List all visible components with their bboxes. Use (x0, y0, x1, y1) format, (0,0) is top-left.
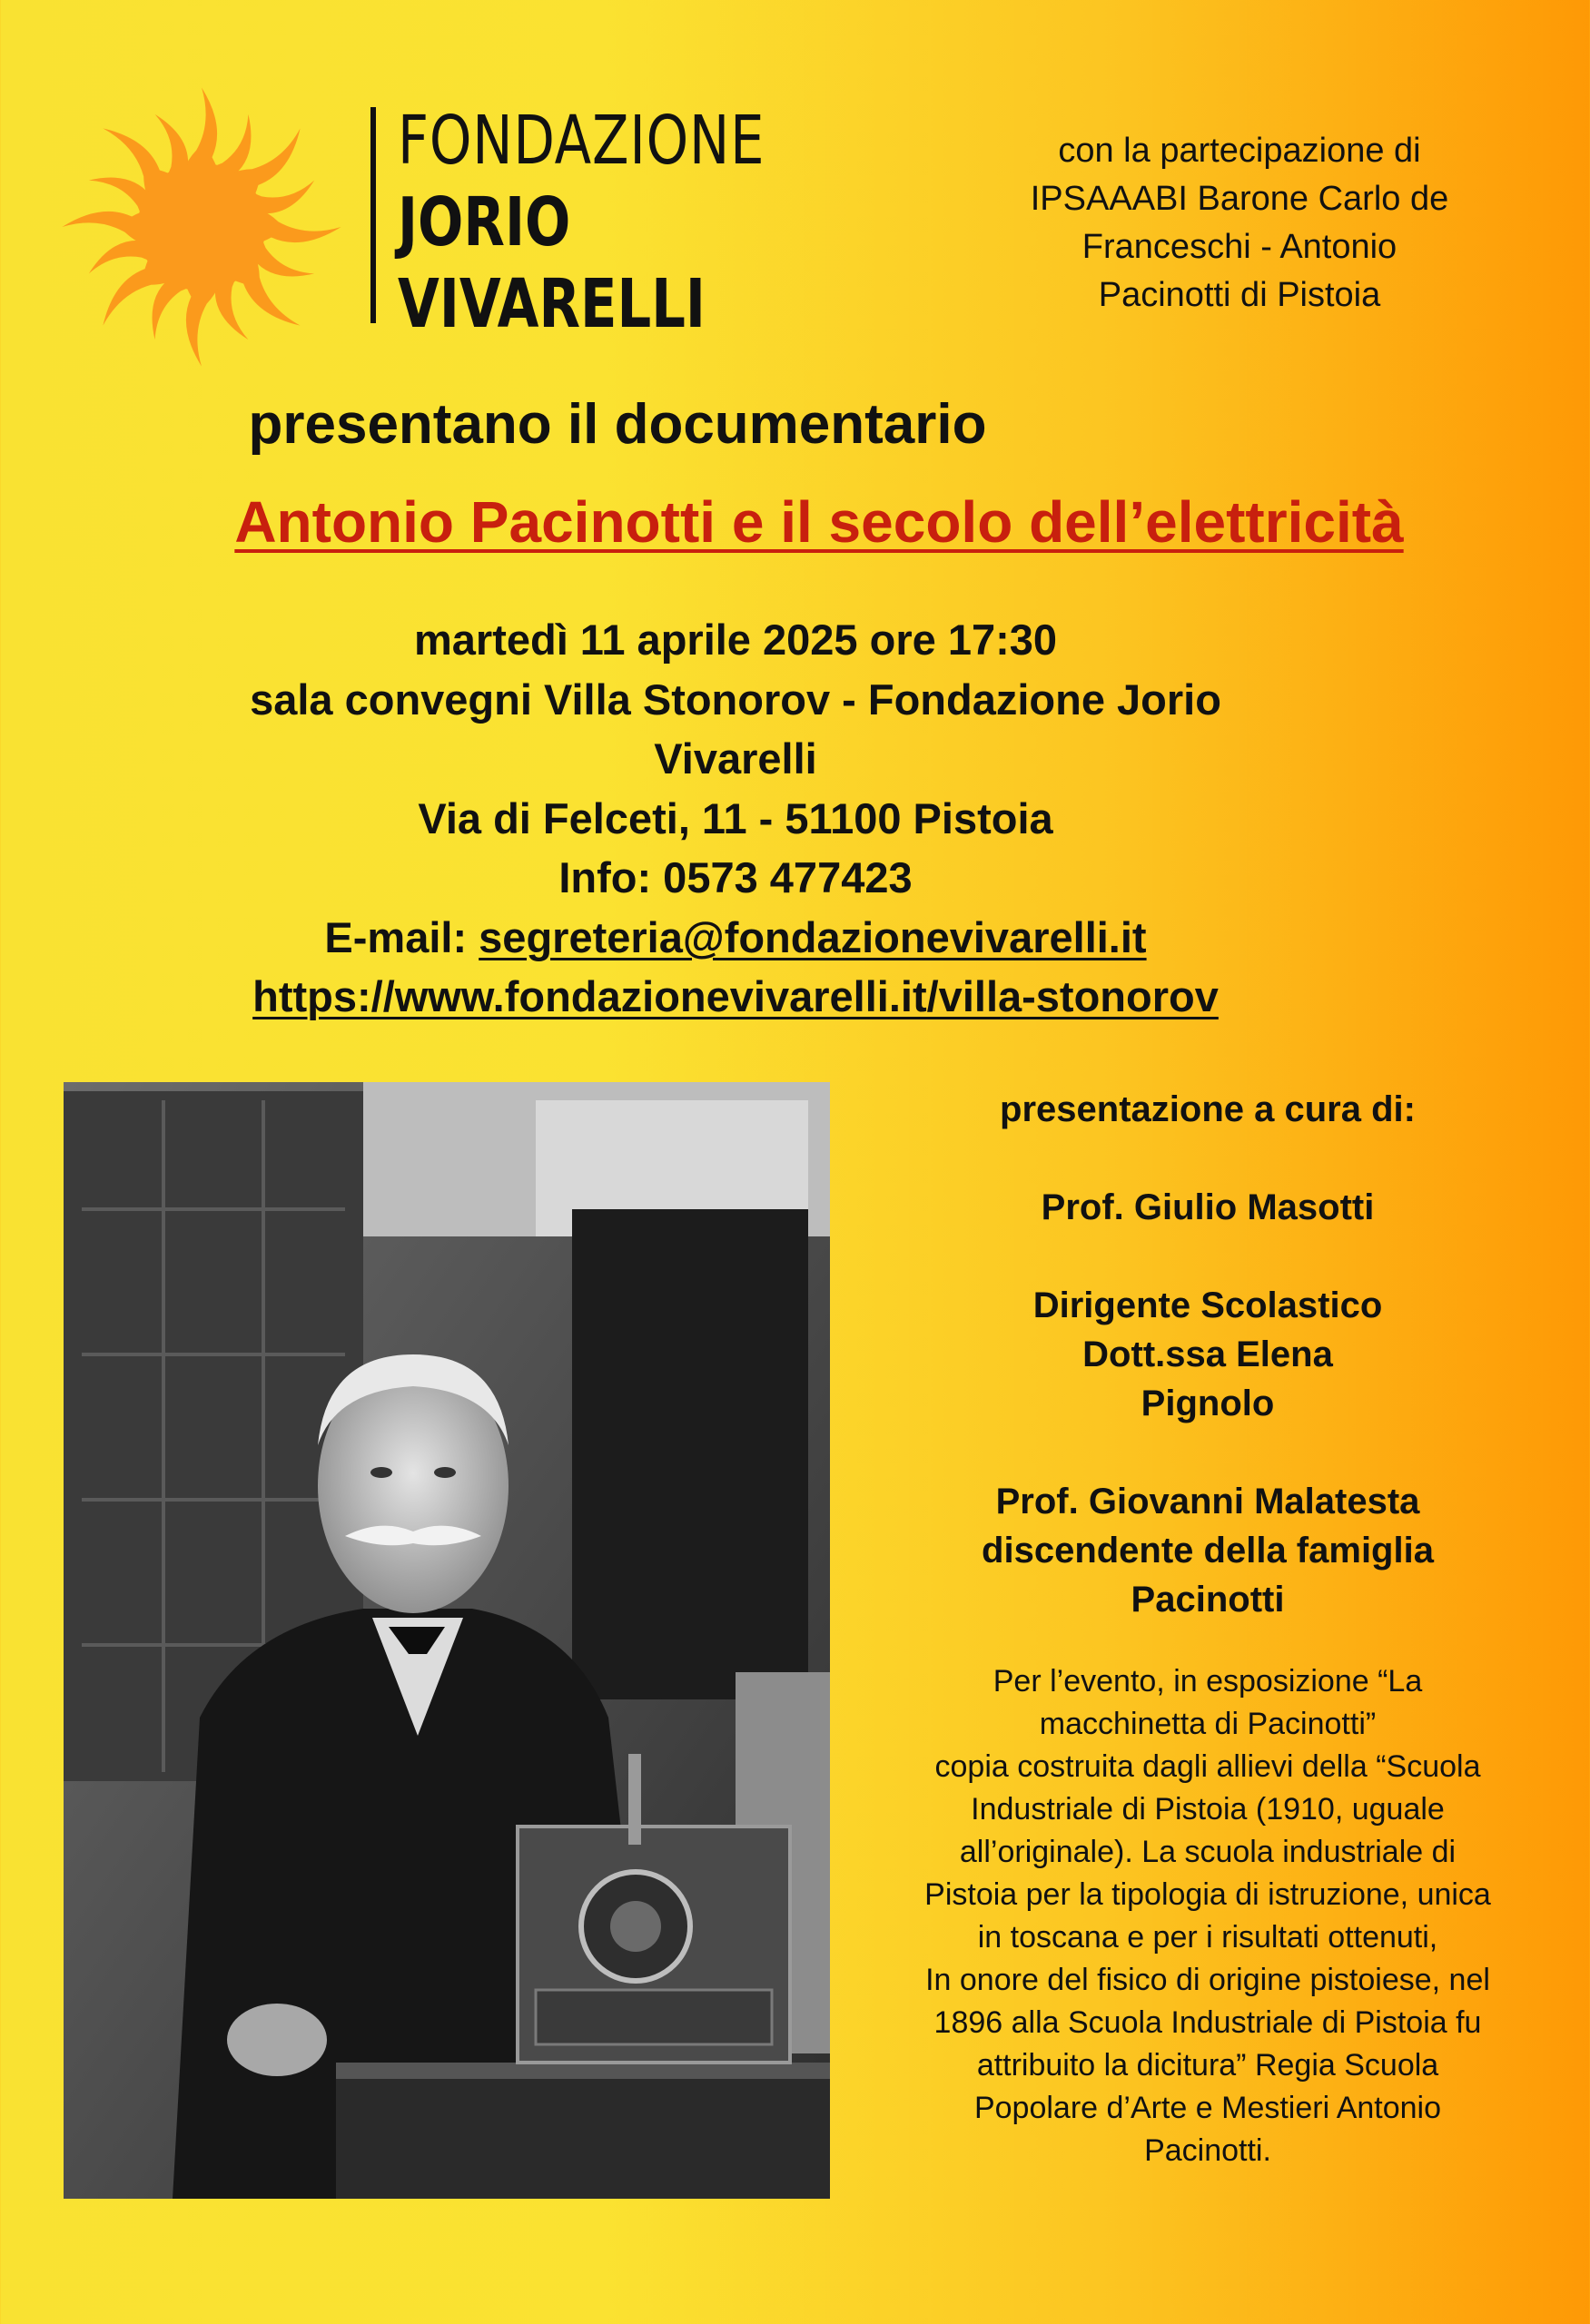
event-venue-2: Vivarelli (654, 734, 817, 783)
documentary-title: Antonio Pacinotti e il secolo dell’elettricità (234, 489, 1404, 555)
logo-line-2: JORIO (398, 183, 571, 261)
event-info (173, 610, 1299, 1027)
portrait-photo (64, 1082, 830, 2199)
presenter-2-role: Dirigente Scolastico (1032, 1285, 1383, 1325)
presenter-3-role-2: Pacinotti (1131, 1580, 1285, 1620)
presenter-3-role-1: discendente della famiglia (982, 1531, 1434, 1571)
partner-line: Pacinotti di Pistoia (1098, 276, 1381, 314)
event-phone: Info: 0573 477423 (558, 853, 913, 901)
description-line: macchinetta di Pacinotti” (1039, 1707, 1377, 1741)
partner-line: con la partecipazione di (1058, 132, 1421, 170)
presenters-heading: presentazione a cura di: (1000, 1089, 1416, 1129)
email-label: E-mail: (324, 912, 479, 961)
portrait-illustration (64, 1082, 830, 2199)
email-link[interactable]: segreteria@fondazionevivarelli.it (479, 912, 1147, 961)
description-line: copia costruita dagli allievi della “Scuola (934, 1749, 1481, 1784)
logo-line-3: VIVARELLI (398, 265, 706, 343)
event-address: Via di Felceti, 11 - 51100 Pistoia (418, 793, 1053, 842)
event-date-time: martedì 11 aprile 2025 ore 17:30 (413, 615, 1058, 664)
event-venue-1: sala convegni Villa Stonorov - Fondazione Jorio (250, 675, 1221, 724)
website-link[interactable]: https://www.fondazionevivarelli.it/villa-stonorov (252, 972, 1219, 1020)
partner-line: Franceschi - Antonio (1081, 228, 1397, 266)
foundation-logo-text (398, 102, 856, 352)
description-line: 1896 alla Scuola Industriale di Pistoia fu (933, 2005, 1482, 2040)
description-line: Pacinotti. (1144, 2133, 1271, 2168)
event-description (844, 1660, 1571, 2172)
presenters-column (844, 1085, 1571, 2172)
logo-line-1: FONDAZIONE (398, 102, 765, 180)
description-line: Pistoia per la tipologia di istruzione, unica (924, 1877, 1491, 1912)
logo-divider (370, 107, 376, 323)
website-row (173, 967, 1299, 1027)
description-line: Per l’evento, in esposizione “La (993, 1664, 1423, 1699)
presenter-3-name: Prof. Giovanni Malatesta (995, 1482, 1420, 1521)
description-line: Popolare d’Arte e Mestieri Antonio (973, 2091, 1442, 2125)
description-line: in toscana e per i risultati ottenuti, (977, 1920, 1438, 1955)
presenter-2-name-2: Pignolo (1141, 1384, 1275, 1423)
partner-block (976, 127, 1503, 320)
presenter-2-name-1: Dott.ssa Elena (1082, 1334, 1333, 1374)
description-line: In onore del fisico di origine pistoiese, nel (925, 1963, 1490, 1997)
description-line: all’originale). La scuola industriale di (959, 1835, 1457, 1869)
description-line: attribuito la dicitura” Regia Scuola (976, 2048, 1439, 2083)
description-line: Industriale di Pistoia (1910, uguale (971, 1792, 1445, 1827)
partner-line: IPSAAABI Barone Carlo de (1030, 180, 1449, 218)
headline: presentano il documentario (248, 393, 987, 456)
sun-logo-icon (56, 82, 347, 372)
presenter-1: Prof. Giulio Masotti (1041, 1187, 1375, 1227)
event-email-row (173, 908, 1299, 968)
